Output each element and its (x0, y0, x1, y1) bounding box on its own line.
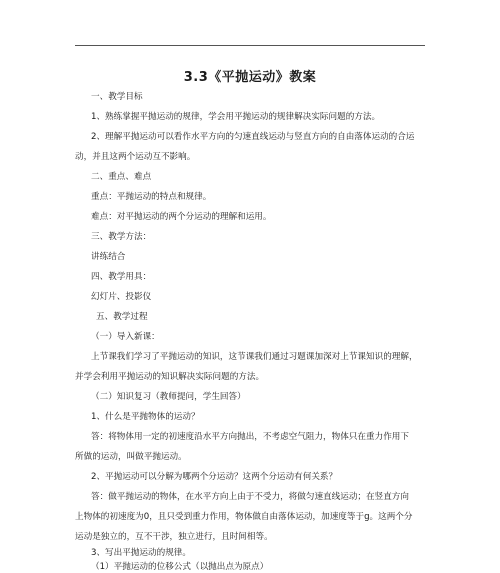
document-title: 3.3《平抛运动》教案 (183, 70, 317, 85)
text-line: 讲练结合 (91, 252, 126, 262)
section-heading: 三、教学方法： (91, 232, 152, 242)
section-heading: 二、重点、难点 (91, 172, 152, 182)
text-line: 重点：平抛运动的特点和规律。 (91, 192, 212, 202)
answer-line: 答：将物体用一定的初速度沿水平方向抛出，不考虑空气阻力，物体只在重力作用下 (91, 432, 409, 442)
header-rule (75, 45, 425, 46)
text-line: 并学会利用平抛运动的知识解决实际问题的方法。 (75, 372, 265, 382)
text-line: （1）平抛运动的位移公式（以抛出点为原点） (91, 562, 269, 572)
question-line: 3、写出平抛运动的规律。 (91, 548, 191, 558)
section-heading: 五、教学过程 (96, 312, 148, 322)
answer-line: 运动是独立的，互不干涉，独立进行，且时间相等。 (75, 532, 273, 542)
subsection-heading: （二）知识复习（教师提问，学生回答） (91, 392, 246, 402)
answer-line: 所做的运动，叫做平抛运动。 (75, 452, 187, 462)
text-line: 上节课我们学习了平抛运动的知识，这节课我们通过习题课加深对上节课知识的理解， (91, 352, 418, 362)
text-line: 2、理解平抛运动可以看作水平方向的匀速直线运动与竖直方向的自由落体运动的合运 (91, 132, 415, 142)
question-line: 1、什么是平抛物体的运动？ (91, 412, 200, 422)
answer-line: 答：做平抛运动的物体，在水平方向上由于不受力，将做匀速直线运动；在竖直方向 (91, 492, 409, 502)
text-line: 1、熟练掌握平抛运动的规律，学会用平抛运动的规律解决实际问题的方法。 (91, 112, 381, 122)
section-heading: 四、教学用具： (91, 272, 152, 282)
text-line: 动，并且这两个运动互不影响。 (75, 152, 196, 162)
text-line: 幻灯片、投影仪 (91, 292, 152, 302)
text-line: 难点：对平抛运动的两个分运动的理解和运用。 (91, 212, 272, 222)
question-line: 2、平抛运动可以分解为哪两个分运动？这两个分运动有何关系？ (91, 472, 338, 482)
answer-line: 上物体的初速度为0，且只受到重力作用，物体做自由落体运动，加速度等于g。这两个分 (75, 512, 413, 522)
section-heading: 一、教学目标 (91, 92, 143, 102)
subsection-heading: （一）导入新课： (91, 332, 160, 342)
